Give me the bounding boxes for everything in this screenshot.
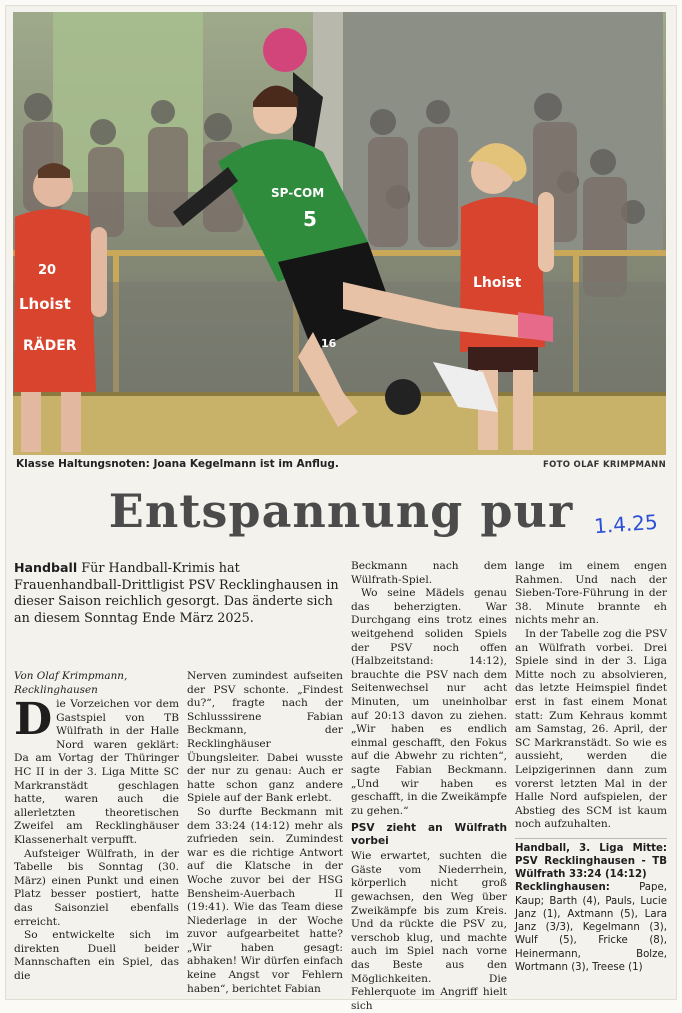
svg-text:Lhoist: Lhoist — [473, 275, 522, 291]
result-header: Handball, 3. Liga Mitte: PSV Recklinghausen - TB Wülfrath 33:24 (14:12) — [515, 842, 667, 881]
lead-paragraph — [14, 560, 344, 627]
subheading: PSV zieht an Wülfrath vorbei — [351, 822, 507, 848]
svg-text:16: 16 — [321, 337, 337, 350]
dropcap: D — [14, 694, 53, 745]
result-lineup: Recklinghausen: Pape, Kaup; Barth (4), Pauls, Lucie Janz (1), Axtmann (5), Lara Janz (3/3), Kegelmann (3), Wulf (5), Fricke (8), Heinermann, Bolze, Wortmann (3), Treese (1) — [515, 882, 667, 973]
svg-text:20: 20 — [38, 263, 57, 278]
photo-credit: FOTO OLAF KRIMPMANN — [543, 460, 666, 470]
headline: Entspannung pur — [108, 484, 574, 538]
handwritten-date: 1.4.25 — [593, 509, 659, 539]
kicker: Handball — [14, 560, 78, 575]
photo-caption: Klasse Haltungsnoten: Joana Kegelmann ist im Anflug. — [16, 458, 339, 470]
column-1: Die Vorzeichen vor dem Gastspiel von TB Wülfrath in der Halle Nord waren geklärt: Da am Vortag der Thüringer HC II in der 3. Liga Mitte SC Markranstädt geschlagen hatte, waren auch die allerletzten theoretischen Zweifel am Recklinghäuser Klassenerhalt verpufft. Aufsteiger Wülfrath, in der Tabelle bis Sonntag (30. März) einen Punkt und einen Platz besser postiert, hatte das Saisonziel ebenfalls erreicht. So entwickelte sich im direkten Duell beider Mannschaften ein Spiel, das die — [14, 694, 179, 982]
handball-photo — [13, 12, 666, 455]
column-3: Beckmann nach dem Wülfrath-Spiel. Wo seine Mädels genau das beherzigten. War Durchgang eins trotz eines weitgehend soliden Spiels der PSV noch offen (Halbzeitstand: 14:12), brauchte die PSV nach dem Seitenwechsel nur acht Minuten, um uneinholbar auf 20:13 davon zu ziehen. „Wir haben es endlich einmal geschafft, den Fokus auf die Abwehr zu richten“, sagte Fabian Beckmann. „Und wir haben es geschafft, in die Zweikämpfe zu gehen.“ PSV zieht an Wülfrath vorbei Wie erwartet, suchten die Gäste vom Niederrhein, körperlich nicht groß gewachsen, den Weg über Zweikämpfe bis zum Kreis. Und da rückte die PSV zu, verschob klug, und machte auch im Spiel nach vorne das Beste aus den Möglichkeiten. Die Fehlerquote im Angriff hielt sich — [351, 560, 507, 1012]
svg-text:RÄDER: RÄDER — [23, 338, 77, 354]
handball-ball — [263, 28, 307, 72]
lead-text: Für Handball-Krimis hat Frauenhandball-Drittligist PSV Recklinghausen in dieser Saison reichlich gesorgt. Das änderte sich an diesem Sonntag Ende März 2025. — [14, 561, 339, 626]
byline: Von Olaf Krimpmann, Recklinghausen — [14, 670, 128, 696]
svg-text:Lhoist: Lhoist — [19, 295, 71, 313]
svg-text:5: 5 — [303, 207, 317, 231]
column-2: Nerven zumindest aufseiten der PSV schonte. „Findest du?“, fragte nach der Schlusssirene Fabian Beckmann, der Recklinghäuser Übungsleiter. Dabei wusste der nur zu genau: Auch er hatte schon ganz andere Spiele auf der Bank erlebt. So durfte Beckmann mit dem 33:24 (14:12) mehr als zufrieden sein. Zumindest war es die richtige Antwort auf die Klatsche in der Woche zuvor bei der HSG Bensheim-Auerbach II (19:41). Wie das Team diese Niederlage in der Woche zuvor aufgearbeitet hatte? „Wir haben gesagt: abhaken! Wir dürfen einfach keine Angst vor Fehlern haben“, berichtet Fabian — [187, 670, 343, 995]
column-4: lange im einem engen Rahmen. Und nach der Sieben-Tore-Führung in der 38. Minute brannte eh nichts mehr an. In der Tabelle zog die PSV an Wülfrath vorbei. Drei Spiele sind in der 3. Liga Mitte noch zu absolvieren, das letzte Heimspiel findet erst in fast einem Monat statt: Zum Kehraus kommt am Samstag, 26. April, der SC Markranstädt. So wie es aussieht, werden die Leipzigerinnen dann zum vorerst letzten Mal in der Halle Nord aufspielen, der Abstieg des SCM ist kaum noch aufzuhalten. Handball, 3. Liga Mitte: PSV Recklinghausen - TB Wülfrath 33:24 (14:12) Recklinghausen: Pape, Kaup; Barth (4), Pauls, Lucie Janz (1), Axtmann (5), Lara Janz (3/3), Kegelmann (3), Wulf (5), Fricke (8), Heinermann, Bolze, Wortmann (3), Treese (1) — [515, 560, 667, 973]
svg-text:SP-COM: SP-COM — [271, 186, 325, 200]
result-box — [515, 838, 667, 974]
